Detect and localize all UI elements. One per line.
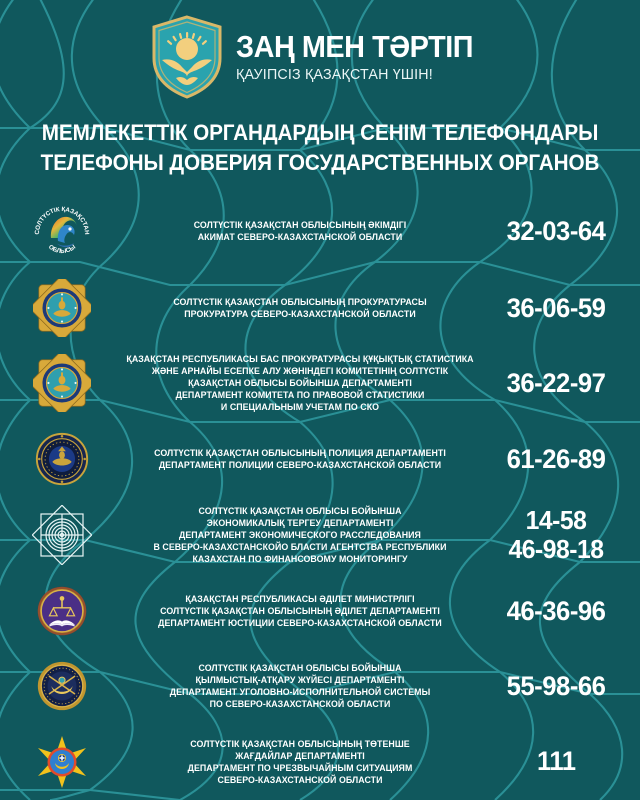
label-line: ДЕПАРТАМЕНТ ПОЛИЦИИ СЕВЕРО-КАЗАХСТАНСКОЙ ОБЛАСТИ bbox=[158, 460, 442, 471]
justice-department-emblem bbox=[33, 582, 91, 640]
hotline-row[interactable] bbox=[0, 345, 640, 422]
emblem-cell bbox=[10, 430, 114, 488]
phone-number[interactable]: 32-03-64 bbox=[506, 215, 606, 246]
phone-cell[interactable] bbox=[486, 368, 626, 398]
emblem-cell bbox=[10, 582, 114, 640]
hotline-row[interactable] bbox=[0, 723, 640, 800]
hotline-row[interactable] bbox=[0, 191, 640, 270]
emergency-situations-emblem bbox=[32, 732, 92, 792]
organization-label bbox=[114, 662, 486, 710]
label-line: ҚЫЛМЫСТЫҚ-АТҚАРУ ЖҮЙЕСІ ДЕПАРТАМЕНТІ bbox=[195, 674, 405, 685]
label-line: АКИМАТ СЕВЕРО-КАЗАХСТАНСКОЙ ОБЛАСТИ bbox=[197, 231, 403, 242]
phone-cell[interactable] bbox=[486, 746, 626, 776]
emblem-cell bbox=[10, 279, 114, 337]
hotline-row[interactable] bbox=[0, 574, 640, 649]
poster-header bbox=[0, 0, 640, 177]
label-line: СОЛТҮСТІК ҚАЗАҚСТАН ОБЛЫСЫНЫҢ ПРОКУРАТУРАСЫ bbox=[173, 296, 427, 307]
headline-russian: ТЕЛЕФОНЫ ДОВЕРИЯ ГОСУДАРСТВЕННЫХ ОРГАНОВ bbox=[40, 149, 600, 175]
label-line: СЕВЕРО-КАЗАХСТАНСКОЙ ОБЛАСТИ bbox=[217, 774, 383, 785]
phone-number[interactable]: 55-98-66 bbox=[506, 670, 606, 701]
phone-number[interactable]: 46-98-18 bbox=[508, 534, 604, 565]
label-line: В СЕВЕРО-КАЗАХСТАНСКОЙО БЛАСТИ АГЕНТСТВА РЕСПУБЛИКИ bbox=[153, 542, 447, 553]
hotline-list bbox=[0, 191, 640, 800]
hotline-row[interactable] bbox=[0, 270, 640, 345]
organization-label bbox=[114, 447, 486, 471]
shield-emblem bbox=[150, 14, 224, 100]
organization-label bbox=[114, 353, 486, 413]
label-line: СОЛТҮСТІК ҚАЗАҚСТАН ОБЛЫСЫНЫҢ ПОЛИЦИЯ ДЕПАРТАМЕНТІ bbox=[154, 448, 446, 459]
emblem-cell bbox=[10, 200, 114, 262]
svg-text:СОЛТҮСТІК ҚАЗАҚСТАН: СОЛТҮСТІК ҚАЗАҚСТАН bbox=[33, 205, 91, 235]
phone-cell[interactable] bbox=[486, 506, 626, 564]
label-line: СОЛТҮСТІК ҚАЗАҚСТАН ОБЛЫСЫ БОЙЫНША bbox=[198, 662, 402, 673]
emblem-cell bbox=[10, 657, 114, 715]
label-line: СОЛТҮСТІК ҚАЗАҚСТАН ОБЛЫСЫНЫҢ ТӨТЕНШЕ bbox=[190, 738, 410, 749]
brand-row bbox=[150, 14, 491, 100]
phone-cell[interactable] bbox=[486, 671, 626, 701]
brand-subtitle: ҚАУІПСІЗ ҚАЗАҚСТАН ҮШІН! bbox=[235, 65, 433, 83]
phone-cell[interactable] bbox=[486, 216, 626, 246]
economic-investigation-emblem bbox=[32, 505, 92, 565]
label-line: СОЛТҮСТІК ҚАЗАҚСТАН ОБЛЫСЫ БОЙЫНША bbox=[198, 506, 402, 517]
phone-cell[interactable] bbox=[486, 596, 626, 626]
label-line: ДЕПАРТАМЕНТ ЮСТИЦИИ СЕВЕРО-КАЗАХСТАНСКОЙ ОБЛАСТИ bbox=[158, 617, 442, 628]
north-kazakhstan-region-logo bbox=[31, 200, 93, 262]
label-line: СОЛТҮСТІК ҚАЗАҚСТАН ОБЛЫСЫНЫҢ ӘДІЛЕТ ДЕПАРТАМЕНТІ bbox=[160, 605, 440, 616]
organization-label bbox=[114, 738, 486, 786]
hotline-row[interactable] bbox=[0, 648, 640, 723]
headline-block bbox=[0, 118, 640, 177]
phone-cell[interactable] bbox=[486, 444, 626, 474]
label-line: КАЗАХСТАН ПО ФИНАНСОВОМУ МОНИТОРИНГУ bbox=[192, 554, 408, 565]
phone-number[interactable]: 36-22-97 bbox=[506, 368, 606, 399]
organization-label bbox=[114, 296, 486, 320]
phone-number[interactable]: 61-26-89 bbox=[506, 444, 606, 475]
phone-number[interactable]: 111 bbox=[536, 746, 576, 777]
phone-cell[interactable] bbox=[486, 293, 626, 323]
label-line: ҚАЗАҚСТАН ОБЛЫСЫ БОЙЫНША ДЕПАРТАМЕНТІ bbox=[188, 378, 412, 389]
hotline-row[interactable] bbox=[0, 422, 640, 497]
label-line: ПО СЕВЕРО-КАЗАХСТАНСКОЙ ОБЛАСТИ bbox=[209, 698, 391, 709]
prosecutor-office-emblem bbox=[33, 279, 91, 337]
hotline-row[interactable] bbox=[0, 497, 640, 574]
phone-number[interactable]: 36-06-59 bbox=[506, 292, 606, 323]
label-line: ҚАЗАҚСТАН РЕСПУБЛИКАСЫ ӘДІЛЕТ МИНИСТРЛІГІ bbox=[185, 593, 415, 604]
label-line: ЖАҒДАЙЛАР ДЕПАРТАМЕНТІ bbox=[235, 750, 365, 761]
headline-kazakh: МЕМЛЕКЕТТІК ОРГАНДАРДЫҢ СЕНІМ ТЕЛЕФОНДАРЫ bbox=[41, 120, 599, 145]
police-department-emblem bbox=[33, 430, 91, 488]
brand-text bbox=[235, 28, 491, 84]
emblem-cell bbox=[10, 732, 114, 792]
organization-label bbox=[114, 505, 486, 565]
phone-number[interactable]: 46-36-96 bbox=[506, 595, 606, 626]
label-line: ДЕПАРТАМЕНТ УГОЛОВНО-ИСПОЛНИТЕЛЬНОЙ СИСТЕМЫ bbox=[169, 686, 431, 697]
label-line: ЖӘНЕ АРНАЙЫ ЕСЕПКЕ АЛУ ЖӨНІНДЕГІ КОМИТЕТІНІҢ СОЛТҮСТІК bbox=[151, 366, 449, 377]
label-line: ЭКОНОМИКАЛЫҚ ТЕРГЕУ ДЕПАРТАМЕНТІ bbox=[206, 518, 394, 529]
organization-label bbox=[114, 219, 486, 243]
label-line: ДЕПАРТАМЕНТ ПО ЧРЕЗВЫЧАЙНЫМ СИТУАЦИЯМ bbox=[187, 762, 413, 773]
label-line: ПРОКУРАТУРА СЕВЕРО-КАЗАХСТАНСКОЙ ОБЛАСТИ bbox=[184, 308, 416, 319]
organization-label bbox=[114, 593, 486, 629]
svg-text:ОБЛЫСЫ: ОБЛЫСЫ bbox=[47, 243, 77, 255]
emblem-cell bbox=[10, 354, 114, 412]
label-line: ДЕПАРТАМЕНТ ЭКОНОМИЧЕСКОГО РАССЛЕДОВАНИЯ bbox=[179, 530, 421, 541]
emblem-cell bbox=[10, 505, 114, 565]
label-line: ДЕПАРТАМЕНТ КОМИТЕТА ПО ПРАВОВОЙ СТАТИСТИКИ bbox=[175, 390, 425, 401]
label-line: ҚАЗАҚСТАН РЕСПУБЛИКАСЫ БАС ПРОКУРАТУРАСЫ ҚҰҚЫҚТЫҚ СТАТИСТИКА bbox=[126, 354, 474, 365]
phone-number[interactable]: 14-58 bbox=[525, 504, 587, 535]
label-line: СОЛТҮСТІК ҚАЗАҚСТАН ОБЛЫСЫНЫҢ ӘКІМДІГІ bbox=[193, 219, 407, 230]
penal-system-emblem bbox=[33, 657, 91, 715]
brand-title: ЗАҢ МЕН ТӘРТІП bbox=[235, 28, 473, 64]
label-line: И СПЕЦИАЛЬНЫМ УЧЕТАМ ПО СКО bbox=[220, 402, 380, 413]
legal-statistics-committee-emblem bbox=[33, 354, 91, 412]
